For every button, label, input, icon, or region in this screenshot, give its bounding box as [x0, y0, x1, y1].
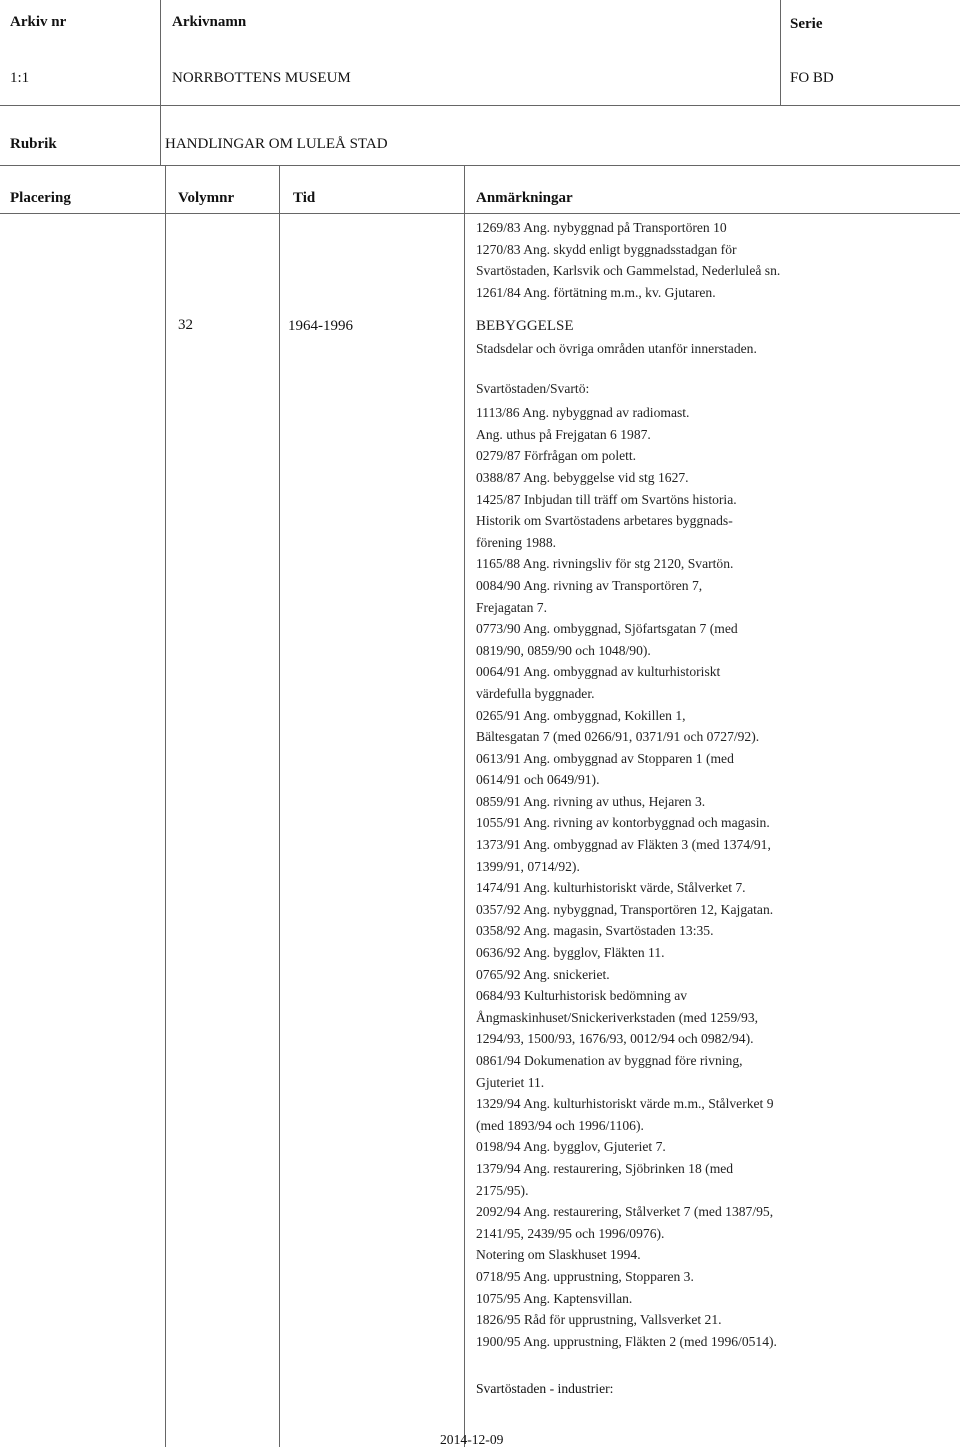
divider [160, 47, 161, 105]
note-line: 0819/90, 0859/90 och 1048/90). [476, 642, 651, 658]
note-line: 2141/95, 2439/95 och 1996/0976). [476, 1225, 665, 1241]
serie-value: FO BD [790, 70, 834, 86]
divider [0, 105, 960, 106]
col-placering: Placering [10, 190, 71, 206]
note-line: 0765/92 Ang. snickeriet. [476, 966, 610, 982]
note-line: 1055/91 Ang. rivning av kontorbyggnad och magasin. [476, 815, 770, 831]
note-line: 0279/87 Förfrågan om polett. [476, 448, 637, 464]
note-line: Gjuteriet 11. [476, 1074, 545, 1090]
note-line: 1113/86 Ang. nybyggnad av radiomast. [476, 405, 690, 421]
divider [0, 213, 960, 214]
col-volymnr: Volymnr [178, 190, 235, 206]
divider [0, 165, 960, 166]
note-line: 1399/91, 0714/92). [476, 858, 580, 874]
note-line: 1425/87 Inbjudan till träff om Svartöns historia. [476, 491, 737, 507]
note-line: 1294/93, 1500/93, 1676/93, 0012/94 och 0982/94). [476, 1031, 754, 1047]
note-line: 1474/91 Ang. kulturhistoriskt värde, Stålverket 7. [476, 880, 746, 896]
note-line: förening 1988. [476, 534, 557, 550]
note-line: Ångmaskinhuset/Snickeriverkstaden (med 1259/93, [476, 1009, 759, 1025]
note-line: 1270/83 Ang. skydd enligt byggnadsstadgan för [476, 241, 737, 257]
note-line: 2175/95). [476, 1182, 529, 1198]
note-line: Historik om Svartöstadens arbetares byggnads- [476, 513, 733, 529]
note-line: 0773/90 Ang. ombyggnad, Sjöfartsgatan 7 (med [476, 621, 738, 637]
note-line: Svartöstaden, Karlsvik och Gammelstad, Nederluleå sn. [476, 263, 781, 279]
note-line: 0388/87 Ang. bebyggelse vid stg 1627. [476, 469, 689, 485]
note-line: 1373/91 Ang. ombyggnad av Fläkten 3 (med 1374/91, [476, 837, 771, 853]
note-line: (med 1893/94 och 1996/1106). [476, 1117, 644, 1133]
note-line: 0358/92 Ang. magasin, Svartöstaden 13:35. [476, 923, 714, 939]
rubrik-label: Rubrik [10, 136, 57, 152]
note-line: värdefulla byggnader. [476, 685, 595, 701]
note-line: 0718/95 Ang. upprustning, Stopparen 3. [476, 1268, 694, 1284]
col-anmarkningar: Anmärkningar [476, 190, 573, 206]
entry-volymnr: 32 [178, 317, 193, 333]
col-tid: Tid [293, 190, 316, 206]
note-line: 0684/93 Kulturhistorisk bedömning av [476, 988, 688, 1004]
divider [279, 165, 280, 1447]
note-line: 0064/91 Ang. ombyggnad av kulturhistoriskt [476, 664, 721, 680]
note-line: 0357/92 Ang. nybyggnad, Transportören 12, Kajgatan. [476, 901, 774, 917]
rubrik-value: HANDLINGAR OM LULEÅ STAD [165, 136, 388, 152]
carryover-notes [476, 217, 780, 303]
arkivnr-label: Arkiv nr [10, 14, 67, 30]
note-line: 0859/91 Ang. rivning av uthus, Hejaren 3. [476, 793, 706, 809]
divider [464, 165, 465, 1447]
note-line: 0861/94 Dokumenation av byggnad före rivning, [476, 1053, 743, 1068]
note-line: Notering om Slaskhuset 1994. [476, 1247, 641, 1263]
note-line: Bältesgatan 7 (med 0266/91, 0371/91 och 0727/92). [476, 729, 760, 745]
note-line: Ang. uthus på Frejgatan 6 1987. [476, 426, 651, 442]
arkivnamn-label: Arkivnamn [172, 14, 247, 30]
note-line: 0265/91 Ang. ombyggnad, Kokillen 1, [476, 707, 686, 723]
divider [160, 105, 161, 165]
arkivnamn-value: NORRBOTTENS MUSEUM [172, 70, 351, 86]
note-line: 1261/84 Ang. förtätning m.m., kv. Gjutaren. [476, 284, 716, 300]
divider [780, 0, 781, 105]
arkivnr-value: 1:1 [10, 70, 30, 86]
divider [165, 165, 166, 1447]
divider [160, 0, 161, 47]
note-line: 1269/83 Ang. nybyggnad på Transportören 10 [476, 220, 727, 235]
note-line: 0614/91 och 0649/91). [476, 772, 600, 788]
spacer [476, 359, 777, 370]
note-line: 0636/92 Ang. bygglov, Fläkten 11. [476, 945, 665, 961]
note-line: 1379/94 Ang. restaurering, Sjöbrinken 18 (med [476, 1160, 734, 1176]
note-line: 1329/94 Ang. kulturhistoriskt värde m.m., Stålverket 9 [476, 1096, 774, 1112]
note-line: 2092/94 Ang. restaurering, Stålverket 7 (med 1387/95, [476, 1204, 774, 1220]
entry-tid: 1964-1996 [288, 318, 353, 334]
serie-label: Serie [790, 16, 823, 32]
footer-date: 2014-12-09 [440, 1432, 504, 1447]
note-line: 1165/88 Ang. rivningsliv för stg 2120, Svartön. [476, 556, 734, 572]
note-line: 0084/90 Ang. rivning av Transportören 7, [476, 577, 703, 593]
entry-notes [476, 316, 777, 1352]
note-line: 1900/95 Ang. upprustning, Fläkten 2 (med 1996/0514). [476, 1333, 777, 1349]
next-section-heading: Svartöstaden - industrier: [476, 1381, 614, 1396]
note-line: 0198/94 Ang. bygglov, Gjuteriet 7. [476, 1139, 666, 1155]
entry-section: Svartöstaden/Svartö: [476, 381, 590, 397]
note-line: 0613/91 Ang. ombyggnad av Stopparen 1 (med [476, 750, 734, 766]
note-line: 1075/95 Ang. Kaptensvillan. [476, 1290, 633, 1306]
note-line: 1826/95 Råd för upprustning, Vallsverket 21. [476, 1312, 722, 1328]
entry-subtitle: Stadsdelar och övriga områden utanför innerstaden. [476, 340, 757, 356]
entry-title: BEBYGGELSE [476, 318, 574, 334]
note-line: Frejagatan 7. [476, 599, 547, 615]
